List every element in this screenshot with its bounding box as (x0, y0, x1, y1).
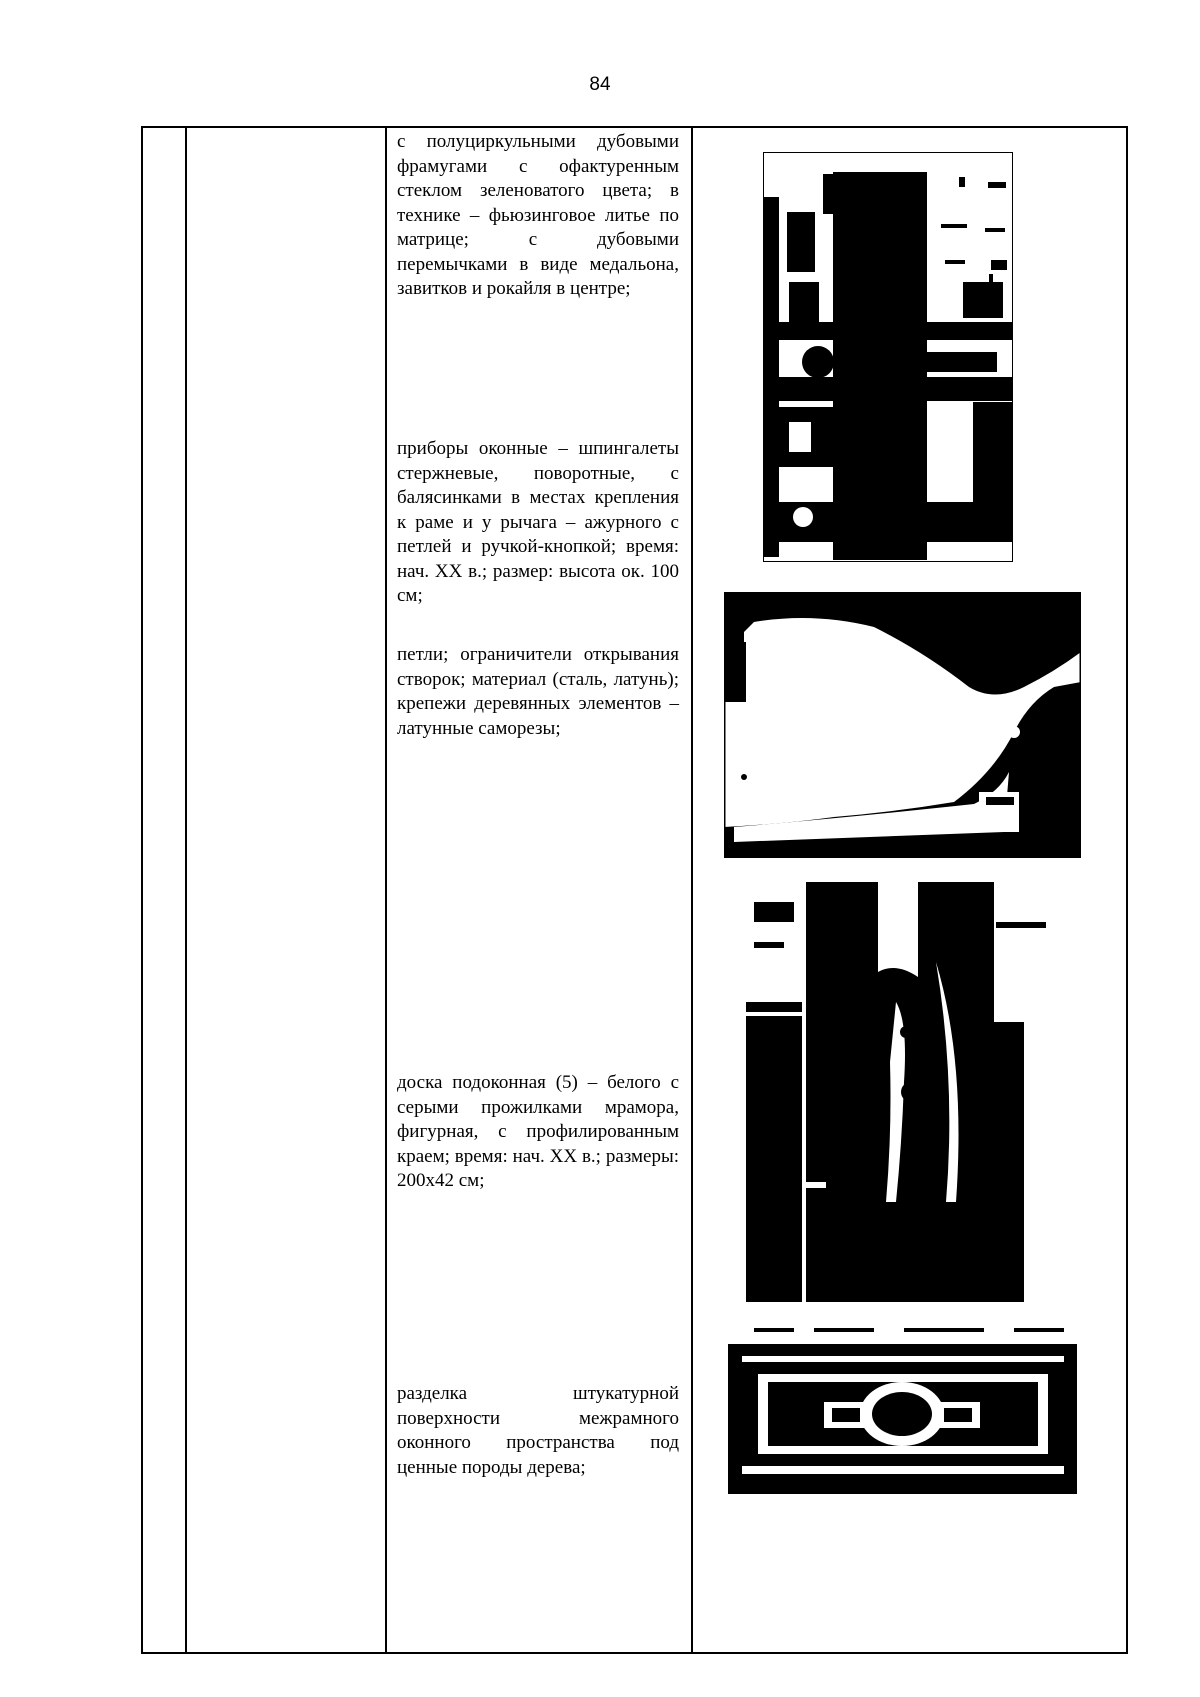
wood-imitation-plaster-photo (724, 1324, 1081, 1494)
description-paragraph: разделка штукатурной поверхности межрамного оконного пространства под ценные породы дерева; (397, 1383, 679, 1478)
description-paragraph: доска подоконная (5) – белого с серыми прожилками мрамора, фигурная, с профилированным краем; время: нач. XX в.; размеры: 200х42 см; (397, 1072, 679, 1191)
description-paragraph: петли; ограничители открывания створок; материал (сталь, латунь); крепежи деревянных элементов – латунные саморезы; (397, 644, 679, 739)
description-paragraph: с полуциркульными дубовыми фрамугами с офактуренным стеклом зеленоватого цвета; в технике – фьюзинговое литье по матрице; с дубовыми перемычками в виде медальона, завитков и рокайля в центре; (397, 131, 679, 299)
table-cell-description (386, 127, 692, 1653)
table-cell-object (186, 127, 386, 1653)
page-number: 84 (589, 74, 611, 95)
table-cell-number (142, 127, 186, 1653)
window-espagnolette-photo-2 (724, 592, 1081, 858)
description-paragraph: приборы оконные – шпингалеты стержневые, поворотные, с балясинками в местах крепления к раме и у рычага – ажурного с петлей и ручкой-кнопкой; время: нач. XX в.; размер: высота ок. 100 см; (397, 438, 679, 606)
table-cell-photos (692, 127, 1127, 1653)
document-table (141, 126, 1128, 1654)
window-espagnolette-photo-1 (763, 152, 1013, 562)
marble-windowsill-photo (746, 882, 1056, 1302)
